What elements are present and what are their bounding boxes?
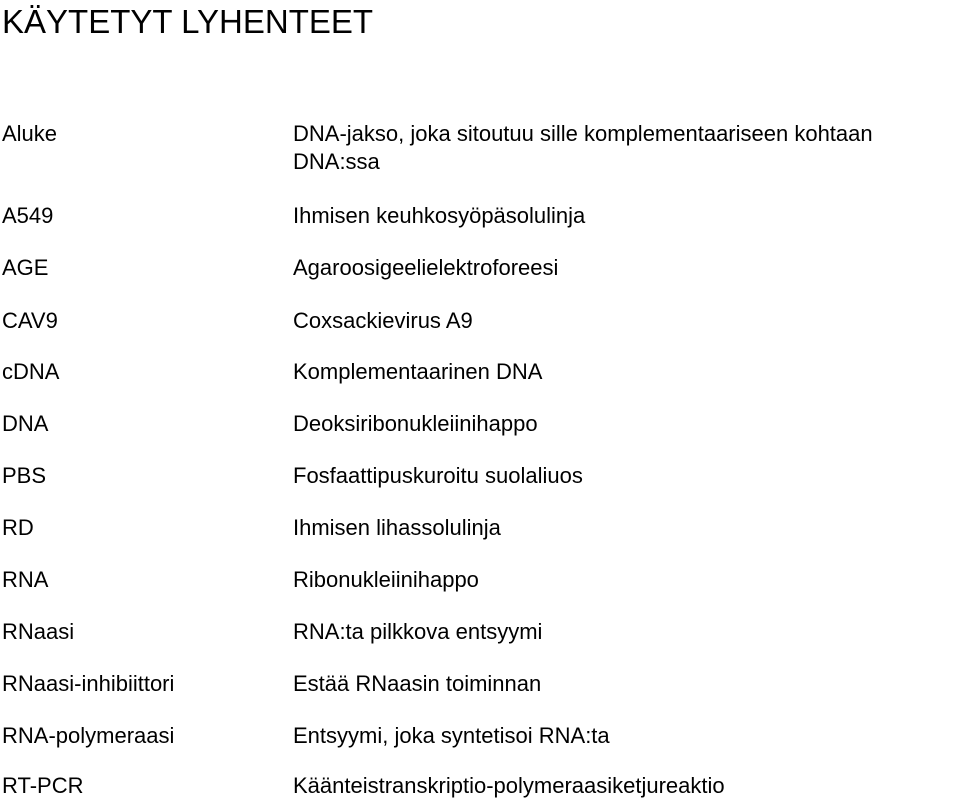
abbreviation-term: DNA	[2, 411, 49, 436]
abbreviation-term: PBS	[2, 463, 47, 488]
abbreviation-definition: Agaroosigeelielektroforeesi	[293, 255, 559, 280]
abbreviation-definition: Coxsackievirus A9	[293, 308, 473, 333]
abbreviation-term: cDNA	[2, 359, 60, 384]
abbreviation-definition: DNA-jakso, joka sitoutuu sille komplementaariseen kohtaan DNA:ssa	[293, 121, 873, 174]
abbreviation-term: RNA	[2, 567, 49, 592]
abbreviation-definition: Ihmisen lihassolulinja	[293, 515, 501, 540]
abbreviation-term: A549	[2, 203, 54, 228]
abbreviation-definition: Estää RNaasin toiminnan	[293, 671, 542, 696]
abbreviation-definition: Ihmisen keuhkosyöpäsolulinja	[293, 203, 586, 228]
abbreviation-term: RT-PCR	[2, 773, 84, 798]
abbreviation-definition: Deoksiribonukleiinihappo	[293, 411, 538, 436]
abbreviation-term: RNaasi	[2, 619, 75, 644]
abbreviation-term: CAV9	[2, 308, 58, 333]
abbreviation-definition: RNA:ta pilkkova entsyymi	[293, 619, 543, 644]
abbreviation-term: AGE	[2, 255, 49, 280]
abbreviation-definition: Ribonukleiinihappo	[293, 567, 479, 592]
abbreviation-term: RD	[2, 515, 34, 540]
abbreviation-term: RNA-polymeraasi	[2, 723, 175, 748]
abbreviation-term: Aluke	[2, 121, 58, 146]
abbreviation-definition: Entsyymi, joka syntetisoi RNA:ta	[293, 723, 610, 748]
abbreviation-definition: Komplementaarinen DNA	[293, 359, 543, 384]
page-title: KÄYTETYT LYHENTEET	[2, 3, 374, 40]
abbreviation-definition: Käänteistranskriptio-polymeraasiketjureaktio	[293, 773, 725, 798]
abbreviation-definition: Fosfaattipuskuroitu suolaliuos	[293, 463, 583, 488]
abbreviation-term: RNaasi-inhibiittori	[2, 671, 175, 696]
